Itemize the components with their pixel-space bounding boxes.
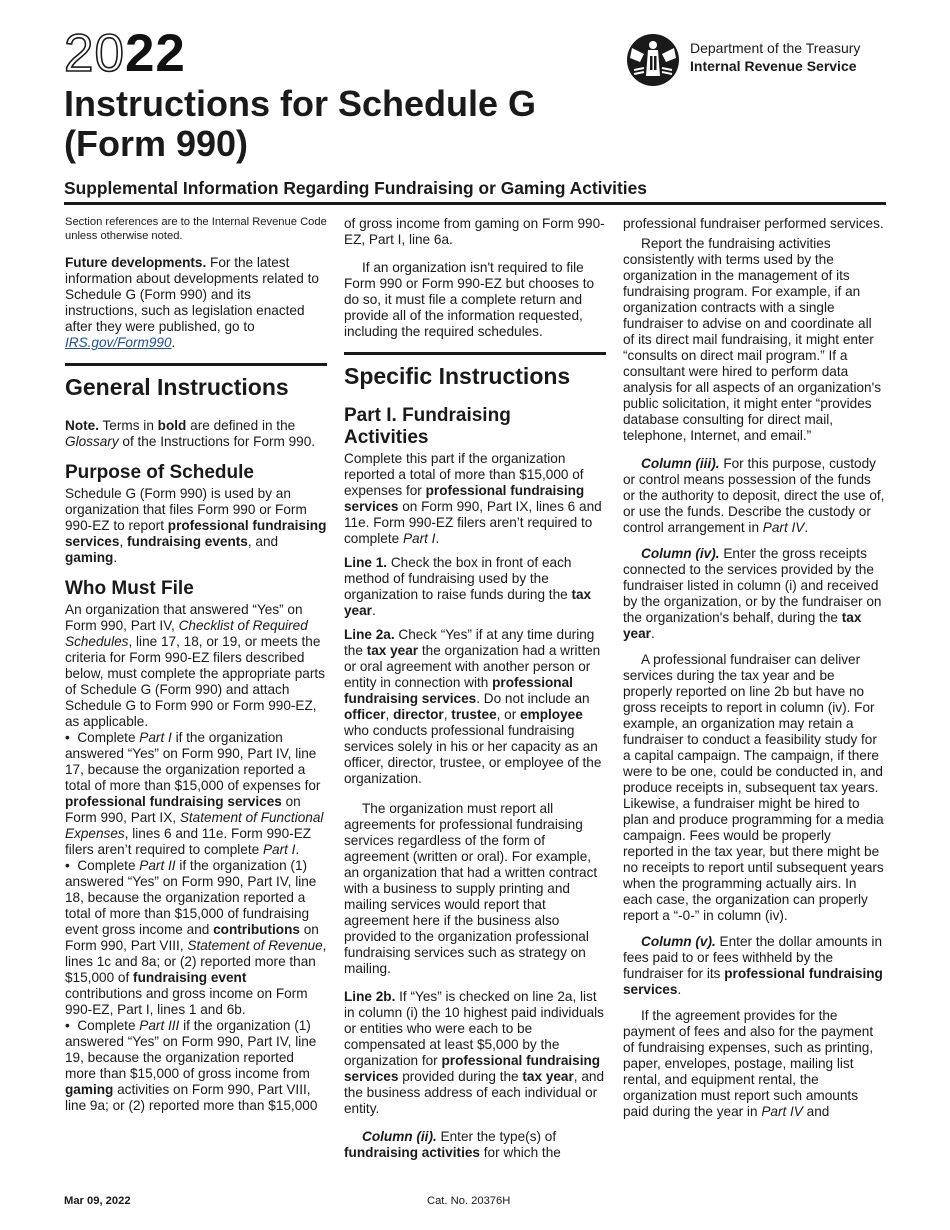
who-must-file-paragraph	[65, 602, 327, 730]
bullet-bold: contributions	[213, 922, 300, 937]
must-report-paragraph: The organization must report all agreements for professional fundraising services regardless of the form of agreement (written or oral). For example, an organization that had a written contract with a business to supply printing and mailing services would report that agreement here if the business also provided to the organization professional fundraising services such as strategy on mailing.	[344, 801, 598, 976]
agreement-text: If the agreement provides for the payment of fees and also for the payment of fundraising expenses, such as printing, paper, envelopes, postage, mailing list rental, and equipment rental, the organization must report such amounts paid during the year in	[623, 1008, 874, 1119]
bullet-bold: gaming	[65, 1082, 114, 1097]
report-paragraph: Report the fundraising activities consistently with terms used by the organization in the management of its fundraising program. For example, if an organization contracts with a single fundraiser to advise on and coordinate all of its direct mail fundraising, it might enter “consults on direct mail program.” If a consultant were hired to perform data analysis for all aspects of an organization's public solicitation, it might enter “provides database consulting for direct mail, telephone, Internet, and email.”	[623, 236, 881, 443]
column-iii-part: Part IV	[762, 520, 805, 535]
line-1-text: Check the box in front of each method of fundraising used by the organization to raise funds during the	[344, 555, 572, 602]
note-paragraph	[65, 418, 327, 450]
irs-eagle-logo-icon	[622, 32, 684, 93]
part-i-heading: Part I. Fundraising Activities	[344, 405, 511, 448]
line-2b-text: , and the business address of each individual or entity.	[344, 1069, 605, 1116]
who-text: , line 17, 18, or 19, or meets the criteria for Form 990-EZ filers described below, must complete the appropriate parts of Schedule G (Form 990) and attach Schedule G to Form 990 or Form 990-EZ, as applicable.	[65, 634, 325, 729]
purpose-bold: professional fundraising services	[65, 518, 327, 549]
column-v-bold: professional fundraising services	[623, 966, 883, 997]
line-2b-paragraph	[344, 989, 606, 1117]
part-i-text: Complete this part if the organization reported a total of more than $15,000 of expenses for	[344, 451, 584, 498]
bullet-italic: Statement of Revenue	[187, 938, 323, 953]
bullet-text: on Form 990, Part VIII,	[65, 922, 319, 953]
future-developments-paragraph: Future developments. For the latest information about developments related to Schedule G (Form 990) and its instructions, such as legislation enacted after they were published, go to IRS.gov/Form990.	[65, 255, 319, 350]
column-ii-text: Enter the type(s) of	[440, 1129, 557, 1144]
bullet-part-ii	[65, 858, 327, 1018]
specific-instructions-heading: Specific Instructions	[344, 363, 571, 389]
note-glossary: Glossary	[65, 434, 119, 449]
column-1	[65, 216, 327, 1122]
purpose-bold: fundraising events	[127, 534, 248, 549]
section-references-note: Section references are to the Internal Revenue Code unless otherwise noted.	[65, 216, 327, 242]
column-iii-paragraph: Column (iii). For this purpose, custody or control means possession of the funds or the authority to deposit, direct the use of, or use the funds. Describe the custody or control arrangement in Part IV.	[623, 456, 885, 535]
part-i-text: on Form 990, Part IX, lines 6 and 11e. Form 990-EZ filers aren’t required to complete	[344, 499, 602, 546]
line-2a-text: . Do not include an	[476, 691, 590, 706]
bullet-part: Part III	[139, 1018, 180, 1033]
agreement-text: and	[806, 1104, 830, 1119]
column-ii-paragraph	[344, 1129, 606, 1161]
bullet-bold: professional fundraising services	[65, 794, 282, 809]
line-2a-text: Check “Yes” if at any time during the	[344, 627, 595, 658]
column-iv-paragraph: Column (iv). Enter the gross receipts connected to the services provided by the fundraiser listed in column (i) and received by the organization, or by the fundraiser on the organization's behalf, during the tax year.	[623, 546, 882, 641]
line-2a-bold: tax year	[366, 643, 419, 658]
part-i-paragraph: Complete this part if the organization reported a total of more than $15,000 of expenses for professional fundraising services on Form 990, Part IX, lines 6 and 11e. Form 990-EZ filers aren’t required to complete Part I.	[344, 451, 602, 546]
line-2b-text: If “Yes” is checked on line 2a, list in column (i) the 10 highest paid individuals or entities who were each to be compensated at least $5,000 by the organization for	[344, 989, 604, 1068]
bullet-part: Part I	[262, 842, 296, 857]
column-ii-text: for which the	[483, 1145, 561, 1160]
agreement-paragraph	[623, 1008, 885, 1120]
line-2b-bold: tax year	[522, 1069, 574, 1084]
footer-catalog-number: Cat. No. 20376H	[427, 1195, 511, 1207]
form-year	[64, 26, 186, 82]
bullet-text: if the organization (1) answered “Yes” on Form 990, Part IV, line 19, because the organization reported more than $15,000 of gross income from	[65, 1018, 317, 1081]
line-2a-text: the organization had a written or oral agreement with another person or entity in connection with	[344, 643, 601, 690]
line-1-paragraph: Line 1. Check the box in front of each method of fundraising used by the organization to raise funds during the tax year.	[344, 555, 592, 618]
bullet-text: Complete	[77, 858, 136, 873]
agency-name	[690, 39, 860, 75]
column-v-text: Enter the dollar amounts in fees paid to or fees withheld by the fundraiser for its	[623, 934, 883, 981]
line-2a-bold: director	[393, 707, 444, 722]
continued-text: professional fundraiser performed services.	[623, 216, 884, 231]
column-iv-lead: Column (iv).	[641, 546, 720, 561]
line-2a-lead: Line 2a.	[344, 627, 395, 642]
bullet-part-i: • Complete Part I if the organization answered “Yes” on Form 990, Part IV, line 17, because the organization reported a total of more than $15,000 of expenses for professional fundraising services on Form 990, Part IX, Statement of Functional Expenses, lines 6 and 11e. Form 990-EZ filers aren’t required to complete Part I.	[65, 730, 327, 858]
column-iii-lead: Column (iii).	[641, 456, 720, 471]
line-2a-bold: employee	[520, 707, 583, 722]
bullet-bold: fundraising event	[133, 970, 247, 985]
column-iv-text: Enter the gross receipts connected to the services provided by the fundraiser listed in column (i) and received by the organization, or by the fundraiser on the organization's behalf, during the	[623, 546, 882, 625]
note-bold: bold	[157, 418, 187, 433]
continued-text: of gross income from gaming on Form 990-EZ, Part I, line 6a.	[344, 216, 605, 247]
who-must-file-heading: Who Must File	[65, 578, 194, 599]
bullet-text: on Form 990, Part IX,	[65, 794, 301, 825]
bullet-text: if the organization (1) answered “Yes” on Form 990, Part IV, line 18, because the organization reported a total of more than $15,000 of fundraising event gross income and	[65, 858, 317, 937]
column-v-paragraph: Column (v). Enter the dollar amounts in fees paid to or fees withheld by the fundraiser for its professional fundraising services.	[623, 934, 883, 997]
line-2a-bold: trustee	[451, 707, 497, 722]
future-developments-text: For the latest information about developments related to Schedule G (Form 990) and its instructions, such as legislation enacted after they were published, go to	[65, 255, 319, 334]
purpose-text: Schedule G (Form 990) is used by an organization that files Form 990 or Form 990-EZ to report	[65, 486, 307, 533]
column-ii-bold: fundraising activities	[344, 1145, 480, 1160]
note-text: of the Instructions for Form 990.	[122, 434, 316, 449]
bullet-text: , lines 1c and 8a; or (2) reported more than $15,000 of	[65, 938, 327, 985]
line-2b-text: provided during the	[402, 1069, 519, 1084]
irs-form990-link[interactable]: IRS.gov/Form990	[65, 335, 172, 350]
bullet-text: Complete	[77, 730, 136, 745]
who-italic: Checklist of Required Schedules	[65, 618, 308, 649]
column-2	[344, 216, 606, 1169]
year-outline: 20	[64, 24, 125, 83]
year-solid: 22	[124, 24, 186, 83]
bullet-part: Part II	[139, 858, 176, 873]
bullet-text: , lines 6 and 11e. Form 990-EZ filers aren’t required to complete	[65, 826, 312, 857]
column-iii-text: For this purpose, custody or control means possession of the funds or the authority to deposit, direct the use of, or use the funds. Describe the custody or control arrangement in	[623, 456, 885, 535]
note-lead: Note.	[65, 418, 99, 433]
line-2b-bold: professional fundraising services	[344, 1053, 601, 1084]
bullet-italic: Statement of Functional Expenses	[65, 810, 324, 841]
bullet-text: contributions and gross income on Form 990-EZ, Part I, lines 1 and 6b.	[65, 986, 308, 1017]
line-1-lead: Line 1.	[344, 555, 388, 570]
bullet-text: if the organization answered “Yes” on Form 990, Part IV, line 17, because the organization reported a total of more than $15,000 of expenses for	[65, 730, 321, 793]
line-2a-bold: officer	[344, 707, 386, 722]
bullet-text: activities on Form 990, Part VIII, line 9a; or (2) reported more than $15,000	[65, 1082, 318, 1113]
line-2b-lead: Line 2b.	[344, 989, 396, 1004]
part-i-bold: professional fundraising services	[344, 483, 585, 514]
part-i-part: Part I	[402, 531, 436, 546]
purpose-paragraph: Schedule G (Form 990) is used by an organization that files Form 990 or Form 990-EZ to report professional fundraising services, fundraising events, and gaming.	[65, 486, 327, 565]
column-3	[623, 216, 885, 1128]
section-rule	[344, 352, 606, 355]
footer-date: Mar 09, 2022	[64, 1195, 131, 1207]
line-1-bold: tax year	[344, 587, 592, 618]
future-developments-lead: Future developments.	[65, 255, 207, 270]
page-subtitle: Supplemental Information Regarding Fundraising or Gaming Activities	[64, 178, 647, 198]
bullet-part: Part I	[139, 730, 172, 745]
header-rule	[64, 202, 886, 205]
bullet-part-iii	[65, 1018, 327, 1114]
general-instructions-heading: General Instructions	[65, 374, 289, 400]
column-iv-bold: tax year	[623, 610, 862, 641]
purpose-heading: Purpose of Schedule	[65, 462, 254, 483]
column-v-lead: Column (v).	[641, 934, 716, 949]
purpose-bold: gaming	[65, 550, 114, 565]
deliver-paragraph: A professional fundraiser can deliver services during the tax year and be properly reported on line 2b but have no gross receipts to report in column (iv). For example, an organization may retain a fundraiser to conduct a feasibility study for a capital campaign. The campaign, if there were to be one, could be conducted in, and produce receipts in, subsequent tax years. Likewise, a fundraiser might be hired to plan and produce programming for a media campaign. Fees would be properly reported in the tax year, but there might be no receipts to report until subsequent years when the programming actually airs. In each case, the organization can properly report a “-0-” in column (iv).	[623, 652, 884, 923]
line-2a-bold: professional fundraising services	[344, 675, 573, 706]
line-2a-text: who conducts professional fundraising services solely in his or her capacity as an officer, director, trustee, or employee of the organization.	[344, 723, 602, 786]
section-rule	[65, 363, 327, 366]
agency-department: Department of the Treasury	[690, 40, 861, 56]
agency-irs: Internal Revenue Service	[690, 58, 857, 74]
note-text: Terms in	[102, 418, 154, 433]
column-ii-lead: Column (ii).	[362, 1129, 437, 1144]
not-required-paragraph: If an organization isn't required to file Form 990 or Form 990-EZ but chooses to do so, it must file a complete return and provide all of the information requested, including the required schedules.	[344, 260, 595, 339]
note-text: are defined in the	[190, 418, 296, 433]
line-2a-paragraph: Line 2a. Check “Yes” if at any time during the tax year the organization had a written or oral agreement with another person or entity in connection with professional fundraising services. Do not include an officer, director, trustee, or employee who conducts professional fundraising services solely in his or her capacity as an officer, director, trustee, or employee of the organization.	[344, 627, 602, 786]
page-title: Instructions for Schedule G (Form 990)	[64, 83, 537, 164]
agreement-part: Part IV	[761, 1104, 803, 1119]
who-text: An organization that answered “Yes” on Form 990, Part IV,	[65, 602, 303, 633]
bullet-text: Complete	[77, 1018, 136, 1033]
